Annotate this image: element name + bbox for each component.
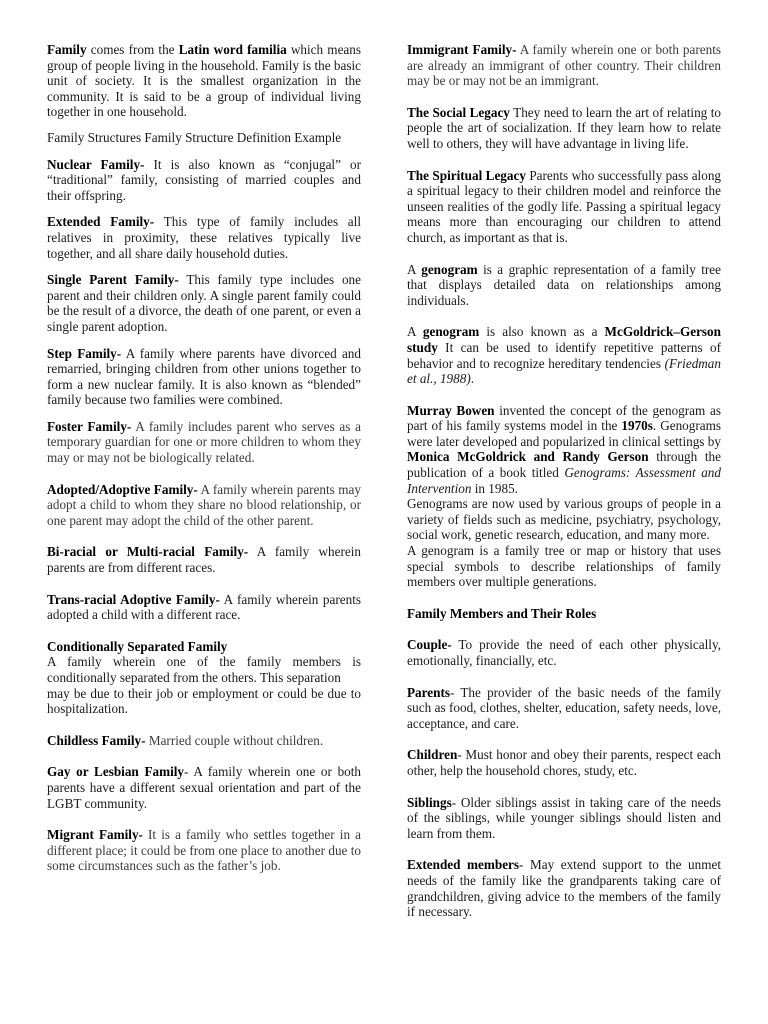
single-parent-family: Single Parent Family- This family type includes one parent and their children only. A single parent family could be the result of a divorce, the death of one parent, or even a single parent adoption. bbox=[47, 272, 362, 334]
term-latin: Latin word familia bbox=[178, 42, 287, 57]
role-extended-members: Extended members- May extend support to the unmet needs of the family like the grandparents taking care of grandchildren, giving advice to the members of the family if necessary. bbox=[407, 857, 721, 920]
role-siblings: Siblings- Older siblings assist in taking care of the needs of the siblings, while younger siblings should listen and learn from them. bbox=[407, 794, 721, 841]
step-family: Step Family- A family where parents have divorced and remarried, bringing children from other unions together to form a new nuclear family. It is also known as “blended” family because two families were combined. bbox=[47, 345, 361, 408]
genogram-definition: A genogram is a graphic representation of a family tree that displays detailed data on relationships among individuals. bbox=[407, 261, 721, 308]
social-legacy: The Social Legacy They need to learn the art of relating to people the art of socialization. If they learn how to relate well to others, they will have advantage in living life. bbox=[407, 104, 721, 151]
childless-family: Childless Family- Married couple without children. bbox=[47, 732, 324, 748]
conditional-family-heading: Conditionally Separated Family bbox=[47, 638, 228, 654]
immigrant-family: Immigrant Family- A family wherein one or both parents are already an immigrant of other country. Their children may be or may not be an immigrant. bbox=[407, 42, 721, 89]
term-family: Family bbox=[47, 42, 87, 57]
foster-family: Foster Family- A family includes parent who serves as a temporary guardian for one or more children to whom they may or may not be biologically related. bbox=[47, 418, 361, 466]
structures-heading: Family Structures Family Structure Definition Example bbox=[47, 129, 342, 145]
adoptive-family: Adopted/Adoptive Family- A family wherein parents may adopt a child to whom they share no blood relationship, or one parent may adopt the child of the other parent. bbox=[47, 481, 361, 528]
conditional-family-desc: A family wherein one of the family members is conditionally separated from the others. This separation bbox=[47, 654, 361, 685]
transracial-family: Trans-racial Adoptive Family- A family wherein parents adopted a child with a different race. bbox=[47, 591, 361, 623]
genogram-mcgoldrick: A genogram is also known as a McGoldrick–Gerson study It can be used to identify repetitive patterns of behavior and to recognize hereditary tendencies (Friedman et al., 1988). bbox=[407, 324, 721, 387]
genogram-symbols: A genogram is a family tree or map or history that uses special symbols to describe relationships of family members over multiple generations. bbox=[407, 543, 721, 590]
roles-heading: Family Members and Their Roles bbox=[407, 605, 597, 621]
role-parents: Parents- The provider of the basic needs of the family such as food, clothes, shelter, education, safety needs, love, acceptance, and care. bbox=[407, 684, 721, 731]
book-title: Genograms: Assessment and Intervention bbox=[407, 465, 721, 496]
family-definition: Family comes from the Latin word familia which means group of people living in the household. Family is the basic unit of society. It is the smallest organization in the community. It is said to be a group of individual living together in one household. bbox=[47, 42, 361, 120]
citation: (Friedman et al., 1988) bbox=[407, 355, 721, 387]
conditional-family-desc-cont: may be due to their job or employment or could be due to hospitalization. bbox=[47, 685, 361, 717]
role-children: Children- Must honor and obey their parents, respect each other, help the household chores, study, etc. bbox=[407, 747, 721, 778]
migrant-family: Migrant Family- It is a family who settles together in a different place; it could be from one place to another due to some circumstances such as the father’s job. bbox=[47, 827, 361, 874]
right-column bbox=[407, 42, 721, 920]
genogram-uses: Genograms are now used by various groups of people in a variety of fields such as medicine, psychiatry, psychology, social work, genetic research, education, and many more. bbox=[407, 496, 721, 543]
murray-bowen: Murray Bowen invented the concept of the genogram as part of his family systems model in the 1970s. Genograms were later developed and popularized in clinical settings by Monica McGoldrick and Randy Gerson through the publication of a book titled Genograms: Assessment and Intervention in 1985. bbox=[407, 402, 721, 496]
gay-lesbian-family: Gay or Lesbian Family- A family wherein one or both parents have a different sexual orientation and part of the LGBT community. bbox=[47, 764, 362, 811]
role-couple: Couple- To provide the need of each other physically, emotionally, financially, etc. bbox=[407, 637, 721, 668]
nuclear-family: Nuclear Family- It is also known as “conjugal” or “traditional” family, consisting of married couples and their offspring. bbox=[47, 156, 361, 203]
spiritual-legacy: The Spiritual Legacy Parents who successfully pass along a spiritual legacy to their children model and reinforce the unseen realities of the godly life. Passing a spiritual legacy means more than encouraging our children to attend church, as important as that is. bbox=[407, 167, 722, 245]
extended-family: Extended Family- This type of family includes all relatives in proximity, these relatives typically live together, and all share daily household duties. bbox=[47, 214, 361, 261]
biracial-family: Bi-racial or Multi-racial Family- A family wherein parents are from different races. bbox=[47, 544, 361, 576]
left-column bbox=[47, 42, 361, 874]
